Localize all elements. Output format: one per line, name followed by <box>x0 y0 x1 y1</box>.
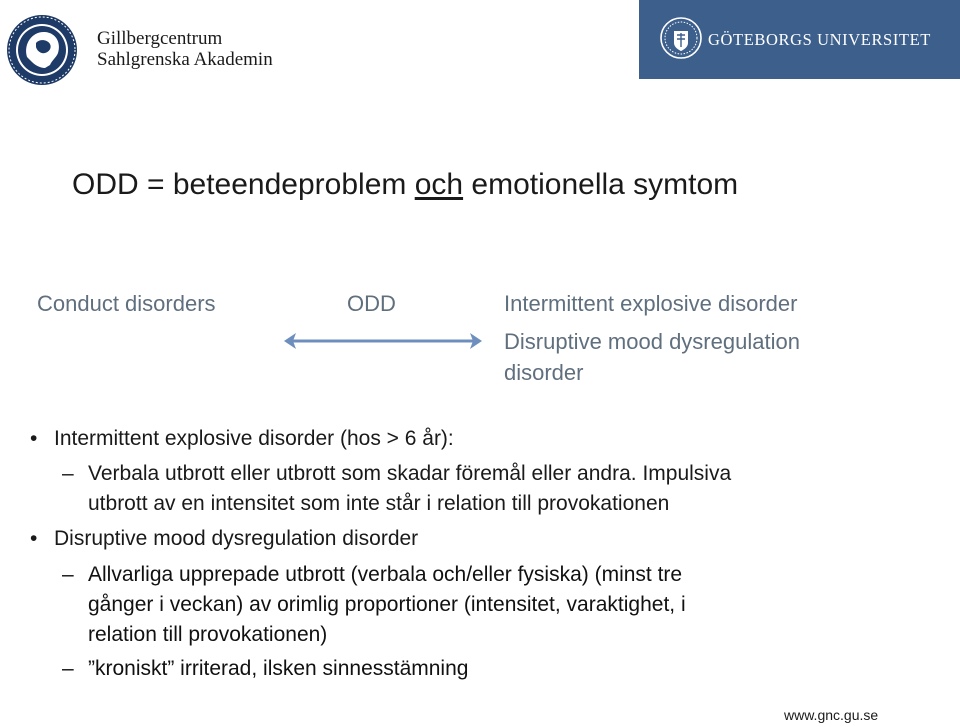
bullet-dot-icon: • <box>30 427 38 450</box>
sub-bullet-ied-line2: utbrott av en intensitet som inte står i relation till provokationen <box>88 492 670 515</box>
bullet-dmdd <box>30 524 418 554</box>
spectrum-right-label-2-line2: disorder <box>504 360 584 385</box>
dash-icon: – <box>62 563 74 586</box>
org-name-line2: Sahlgrenska Akademin <box>97 49 273 70</box>
slide-title <box>72 168 738 202</box>
title-part1: ODD = beteendeproblem <box>72 168 415 201</box>
spectrum-right-label-1: Intermittent explosive disorder <box>504 291 798 316</box>
sub-bullet-dmdd-2 <box>62 654 468 684</box>
spectrum-left-label: Conduct disorders <box>37 291 216 316</box>
dash-icon: – <box>62 462 74 485</box>
title-underlined-word: och <box>414 168 464 201</box>
org-name-line1: Gillbergcentrum <box>97 28 223 49</box>
gillbergcentrum-name <box>97 28 273 70</box>
double-arrow-icon <box>282 330 484 352</box>
gillbergcentrum-logo <box>5 13 79 87</box>
bullet-dot-icon: • <box>30 527 38 550</box>
university-name: GÖTEBORGS UNIVERSITET <box>708 30 931 49</box>
university-seal-icon <box>660 17 702 59</box>
bullet-ied <box>30 424 454 454</box>
sub-bullet-dmdd-1-line1: Allvarliga upprepade utbrott (verbala och/eller fysiska) (minst tre <box>88 563 683 586</box>
footer-url: www.gnc.gu.se <box>784 707 879 723</box>
sub-bullet-dmdd-2-line1: ”kroniskt” irriterad, ilsken sinnesstämning <box>88 657 469 680</box>
sub-bullet-dmdd-1 <box>62 560 686 650</box>
spectrum-center-label: ODD <box>347 291 396 316</box>
spectrum-right-label-2-line1: Disruptive mood dysregulation <box>504 329 800 354</box>
dash-icon: – <box>62 657 74 680</box>
sub-bullet-dmdd-1-line3: relation till provokationen) <box>88 623 328 646</box>
bullet-ied-text: Intermittent explosive disorder (hos > 6 år): <box>54 427 454 450</box>
bullet-dmdd-text: Disruptive mood dysregulation disorder <box>54 527 419 550</box>
sub-bullet-ied-line1: Verbala utbrott eller utbrott som skadar föremål eller andra. Impulsiva <box>88 462 732 485</box>
sub-bullet-ied <box>62 459 731 519</box>
title-part2: emotionella symtom <box>463 168 739 201</box>
spectrum-right-label-2 <box>504 326 800 388</box>
sub-bullet-dmdd-1-line2: gånger i veckan) av orimlig proportioner (intensitet, varaktighet, i <box>88 593 686 616</box>
